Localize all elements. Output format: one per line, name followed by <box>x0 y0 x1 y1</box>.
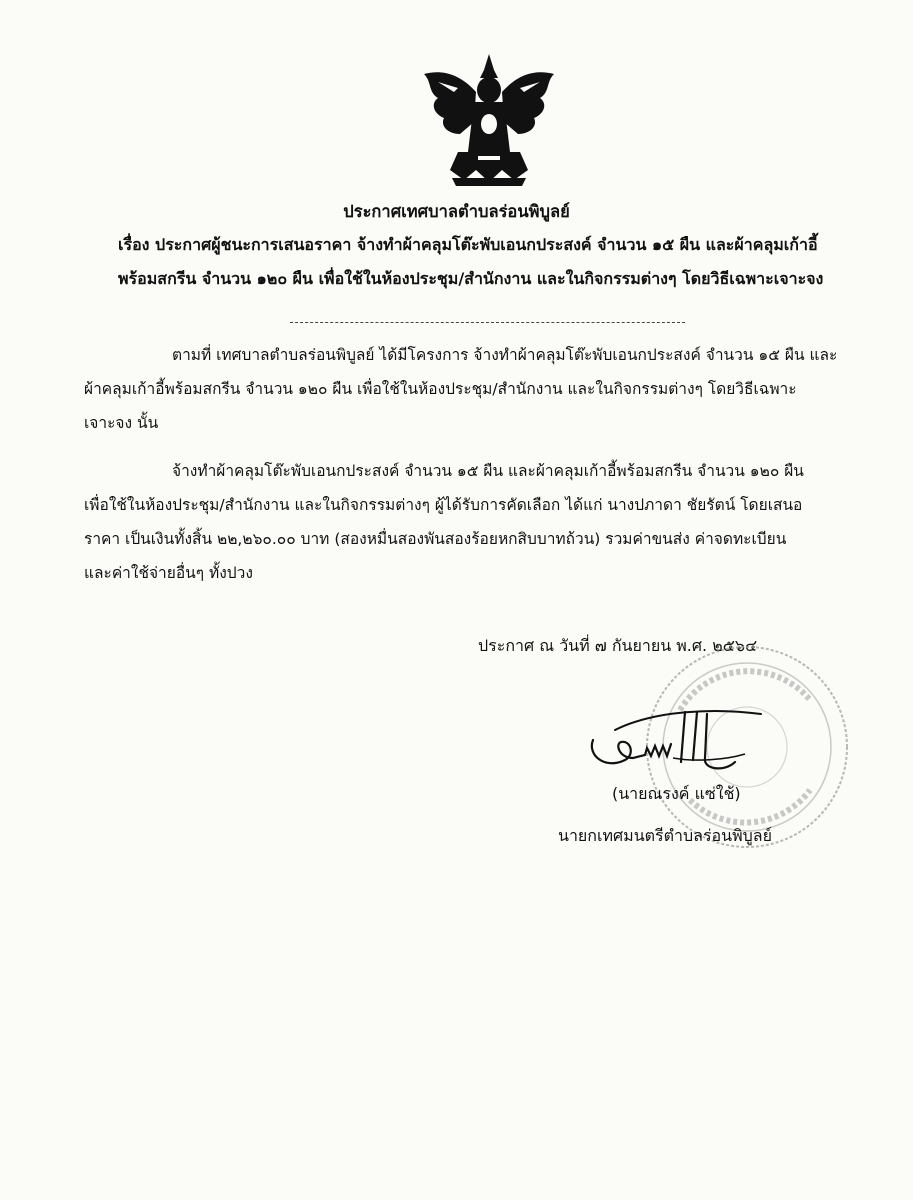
subject-line-1: เรื่อง ประกาศผู้ชนะการเสนอราคา จ้างทำผ้าคลุมโต๊ะพับเอนกประสงค์ จำนวน ๑๕ ผืน และผ้าคลุมเก้าอี้ <box>118 235 818 254</box>
announce-date: ประกาศ ณ วันที่ ๗ กันยายน พ.ศ. ๒๕๖๔ <box>478 636 758 655</box>
paragraph-line: และค่าใช้จ่ายอื่นๆ ทั้งปวง <box>84 564 253 582</box>
subject-heading <box>118 228 823 296</box>
paragraph-line: เพื่อใช้ในห้องประชุม/สำนักงาน และในกิจกรรมต่างๆ ผู้ได้รับการคัดเลือก ได้แก่ นางปภาดา ชัยรัตน์ โดยเสนอ <box>84 496 803 514</box>
signer-name: (นายณรงค์ แซ่ใช้) <box>612 784 741 803</box>
paragraph-line: ผ้าคลุมเก้าอี้พร้อมสกรีน จำนวน ๑๒๐ ผืน เพื่อใช้ในห้องประชุม/สำนักงาน และในกิจกรรมต่างๆ โดยวิธีเฉพาะ <box>84 380 797 398</box>
garuda-emblem-icon <box>418 52 560 202</box>
signature-icon <box>585 700 775 780</box>
body-paragraph-1 <box>84 338 884 440</box>
paragraph-line: จ้างทำผ้าคลุมโต๊ะพับเอนกประสงค์ จำนวน ๑๕ ผืน และผ้าคลุมเก้าอี้พร้อมสกรีน จำนวน ๑๒๐ ผืน <box>172 462 804 480</box>
paragraph-line: ราคา เป็นเงินทั้งสิ้น ๒๒,๒๖๐.๐๐ บาท (สองหมื่นสองพันสองร้อยหกสิบบาทถ้วน) รวมค่าขนส่ง ค่าจดทะเบียน <box>84 530 787 548</box>
paragraph-line: เจาะจง นั้น <box>84 414 159 432</box>
body-paragraph-2 <box>84 454 884 590</box>
signer-title: นายกเทศมนตรีตำบลร่อนพิบูลย์ <box>558 826 772 845</box>
page-title: ประกาศเทศบาลตำบลร่อนพิบูลย์ <box>343 202 570 221</box>
subject-line-2: พร้อมสกรีน จำนวน ๑๒๐ ผืน เพื่อใช้ในห้องประชุม/สำนักงาน และในกิจกรรมต่างๆ โดยวิธีเฉพาะเจาะจง <box>118 269 824 288</box>
divider <box>290 322 685 323</box>
paragraph-line: ตามที่ เทศบาลตำบลร่อนพิบูลย์ ได้มีโครงการ จ้างทำผ้าคลุมโต๊ะพับเอนกประสงค์ จำนวน ๑๕ ผืน และ <box>172 346 838 364</box>
